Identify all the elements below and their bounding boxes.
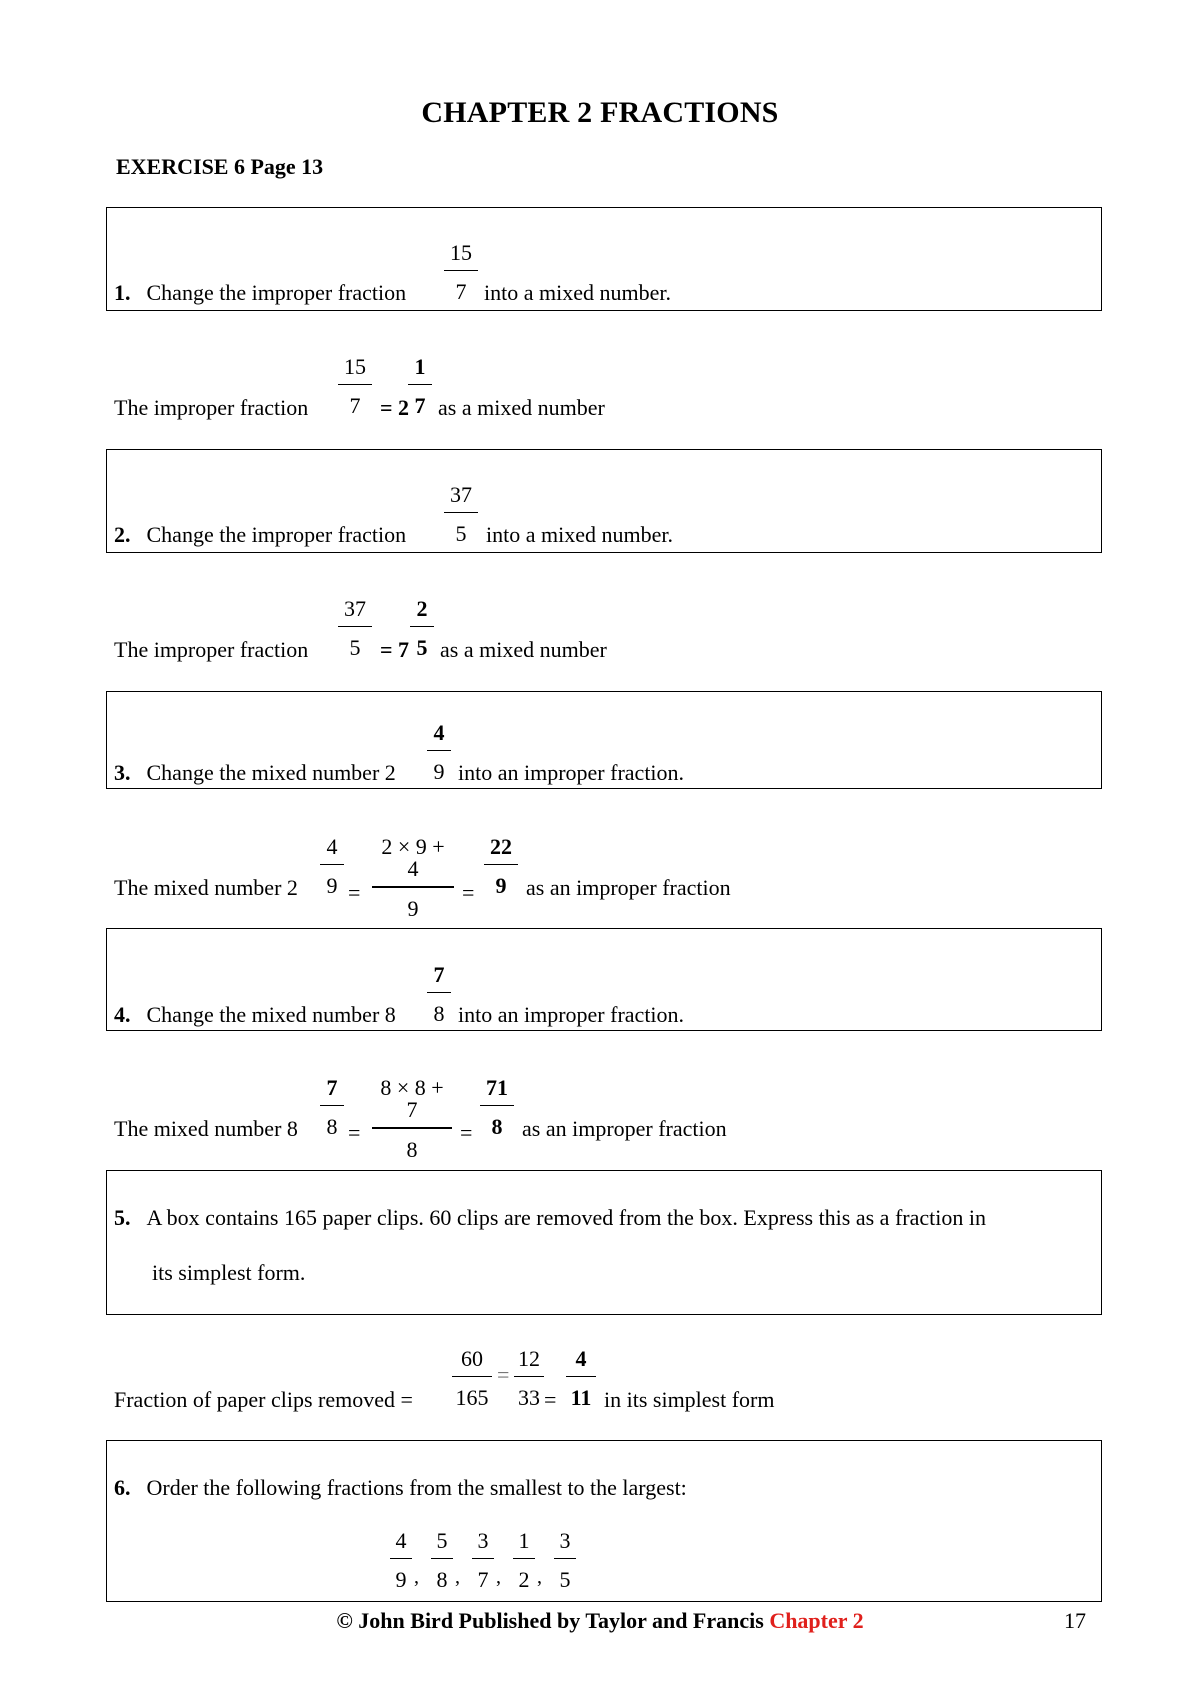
answer-4-equals: = bbox=[460, 1120, 473, 1145]
fraction-separator: , bbox=[455, 1566, 460, 1588]
answer-4-working-fraction: 8 × 8 + 7 8 bbox=[372, 1077, 452, 1161]
question-6-text: 6. Order the following fractions from the smallest to the largest: bbox=[114, 1475, 687, 1500]
question-number: 5. bbox=[114, 1205, 131, 1230]
answer-3-working-fraction: 2 × 9 + 4 9 bbox=[372, 836, 454, 920]
question-3-text: 3. Change the mixed number 2 bbox=[114, 760, 396, 785]
order-fraction: $\frac{3}{5}$ bbox=[554, 1530, 576, 1591]
order-fraction: $\frac{4}{9}$ bbox=[390, 1530, 412, 1591]
question-2-text: 2. Change the improper fraction bbox=[114, 522, 407, 547]
fraction-separator: , bbox=[537, 1566, 542, 1588]
page-title: CHAPTER 2 FRACTIONS bbox=[421, 96, 779, 129]
answer-3-equals: = bbox=[462, 880, 475, 905]
question-number: 2. bbox=[114, 522, 131, 547]
answer-3-text: The mixed number 2 bbox=[114, 875, 298, 900]
answer-1-text: The improper fraction bbox=[114, 395, 309, 420]
answer-5-result-fraction: $\frac{4}{11}$ bbox=[566, 1348, 596, 1409]
answer-4-equals: = bbox=[348, 1120, 361, 1145]
question-number: 6. bbox=[114, 1475, 131, 1500]
question-5-text-line-2: its simplest form. bbox=[152, 1260, 306, 1285]
answer-3-result-fraction: $\frac{22}{9}$ bbox=[484, 836, 518, 897]
answer-3-fraction: $\frac{4}{9}$ bbox=[320, 836, 344, 897]
answer-1-text-end: as a mixed number bbox=[438, 395, 605, 420]
answer-5-text: Fraction of paper clips removed = bbox=[114, 1387, 413, 1412]
answer-2-text-end: as a mixed number bbox=[440, 637, 607, 662]
answer-5-intermediate-fraction: $\frac{12}{33}$ bbox=[514, 1348, 544, 1409]
footer-chapter: Chapter 2 bbox=[769, 1608, 864, 1633]
question-4-text: 4. Change the mixed number 8 bbox=[114, 1002, 396, 1027]
question-2-text-end: into a mixed number. bbox=[486, 522, 673, 547]
page-number: 17 bbox=[1064, 1608, 1086, 1633]
exercise-heading: EXERCISE 6 Page 13 bbox=[116, 154, 324, 179]
question-3-fraction: $\frac{4}{9}$ bbox=[427, 722, 451, 783]
answer-4-result-fraction: $\frac{71}{8}$ bbox=[480, 1077, 514, 1138]
question-number: 1. bbox=[114, 280, 131, 305]
order-fraction: $\frac{3}{7}$ bbox=[472, 1530, 494, 1591]
answer-3-equals: = bbox=[348, 880, 361, 905]
footer-copyright: © John Bird Published by Taylor and Francis bbox=[336, 1608, 764, 1633]
fraction-separator: , bbox=[414, 1566, 419, 1588]
answer-2-text: The improper fraction bbox=[114, 637, 309, 662]
answer-2-fraction: $\frac{37}{5}$ bbox=[338, 598, 372, 659]
question-1-text: 1. Change the improper fraction bbox=[114, 280, 407, 305]
answer-1-result-fraction: $\frac{1}{7}$ bbox=[408, 356, 432, 417]
question-1-fraction: $\frac{15}{7}$ bbox=[444, 242, 478, 303]
question-5-box bbox=[106, 1170, 1102, 1315]
question-number: 4. bbox=[114, 1002, 131, 1027]
question-2-fraction: $\frac{37}{5}$ bbox=[444, 484, 478, 545]
answer-5-equals: = bbox=[497, 1362, 510, 1387]
question-6-box bbox=[106, 1440, 1102, 1602]
answer-2-equals: = 7 bbox=[380, 637, 410, 662]
fraction-separator: , bbox=[496, 1566, 501, 1588]
question-1-text-end: into a mixed number. bbox=[484, 280, 671, 305]
answer-5-text-end: in its simplest form bbox=[604, 1387, 775, 1412]
question-number: 3. bbox=[114, 760, 131, 785]
answer-3-text-end: as an improper fraction bbox=[526, 875, 731, 900]
answer-4-fraction: $\frac{7}{8}$ bbox=[320, 1077, 344, 1138]
question-5-text: 5. A box contains 165 paper clips. 60 clips are removed from the box. Express this as a fraction in bbox=[114, 1205, 986, 1230]
question-4-fraction: $\frac{7}{8}$ bbox=[427, 964, 451, 1025]
answer-5-equals: = bbox=[544, 1387, 557, 1412]
order-fraction: $\frac{5}{8}$ bbox=[431, 1530, 453, 1591]
order-fraction: $\frac{1}{2}$ bbox=[513, 1530, 535, 1591]
answer-4-text-end: as an improper fraction bbox=[522, 1116, 727, 1141]
answer-1-equals: = 2 bbox=[380, 395, 410, 420]
answer-5-fraction: $\frac{60}{165}$ bbox=[452, 1348, 492, 1409]
footer-credit bbox=[0, 1608, 1200, 1634]
question-4-text-end: into an improper fraction. bbox=[458, 1002, 685, 1027]
answer-1-fraction: $\frac{15}{7}$ bbox=[338, 356, 372, 417]
question-3-text-end: into an improper fraction. bbox=[458, 760, 685, 785]
answer-2-result-fraction: $\frac{2}{5}$ bbox=[410, 598, 434, 659]
answer-4-text: The mixed number 8 bbox=[114, 1116, 298, 1141]
